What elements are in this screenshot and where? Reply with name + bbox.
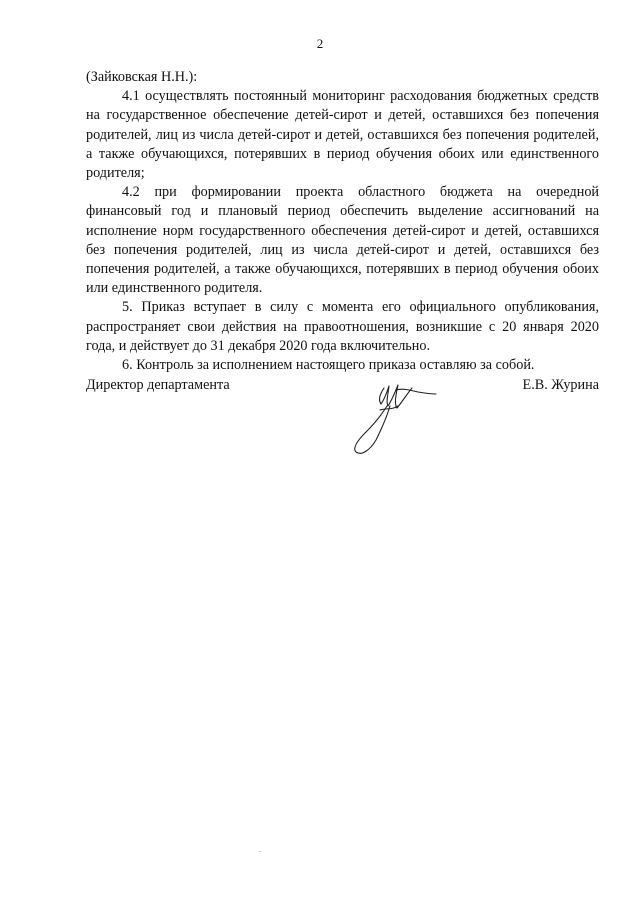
- paragraph-4-2: 4.2 при формировании проекта областного бюджета на очередной финансовый год и плановый период обеспечить выделение ассигнований на исполнение норм государственного обеспечения детей-сирот и детей, оставшихся без попечения родителей, лиц из числа детей-сирот и детей, оставшихся без попечения родителей, а также обучающихся, потерявших в период обучения обоих или единственного родителя.: [86, 184, 599, 297]
- paragraph-6: 6. Контроль за исполнением настоящего приказа оставляю за собой.: [122, 357, 535, 374]
- signer-position: Директор департамента: [86, 377, 230, 393]
- signer-name: Е.В. Журина: [522, 377, 599, 393]
- handwritten-signature: [340, 370, 450, 460]
- scan-speck: [259, 851, 261, 852]
- page-number: 2: [316, 36, 324, 51]
- paragraph-4-1: 4.1 осуществлять постоянный мониторинг расходования бюджетных средств на государственное обеспечение детей-сирот и детей, оставшихся без попечения родителей, лиц из числа детей-сирот и детей, оставшихся без попечения родителей, а также обучающихся, потерявших в период обучения обоих или единственного родителя;: [86, 88, 599, 182]
- document-body: [86, 68, 599, 375]
- paragraph-addressee: (Зайковская Н.Н.):: [86, 69, 198, 85]
- paragraph-5: 5. Приказ вступает в силу с момента его официального опубликования, распространяет свои действия на правоотношения, возникшие с 20 января 2020 года, и действует до 31 декабря 2020 года включительно.: [86, 299, 599, 354]
